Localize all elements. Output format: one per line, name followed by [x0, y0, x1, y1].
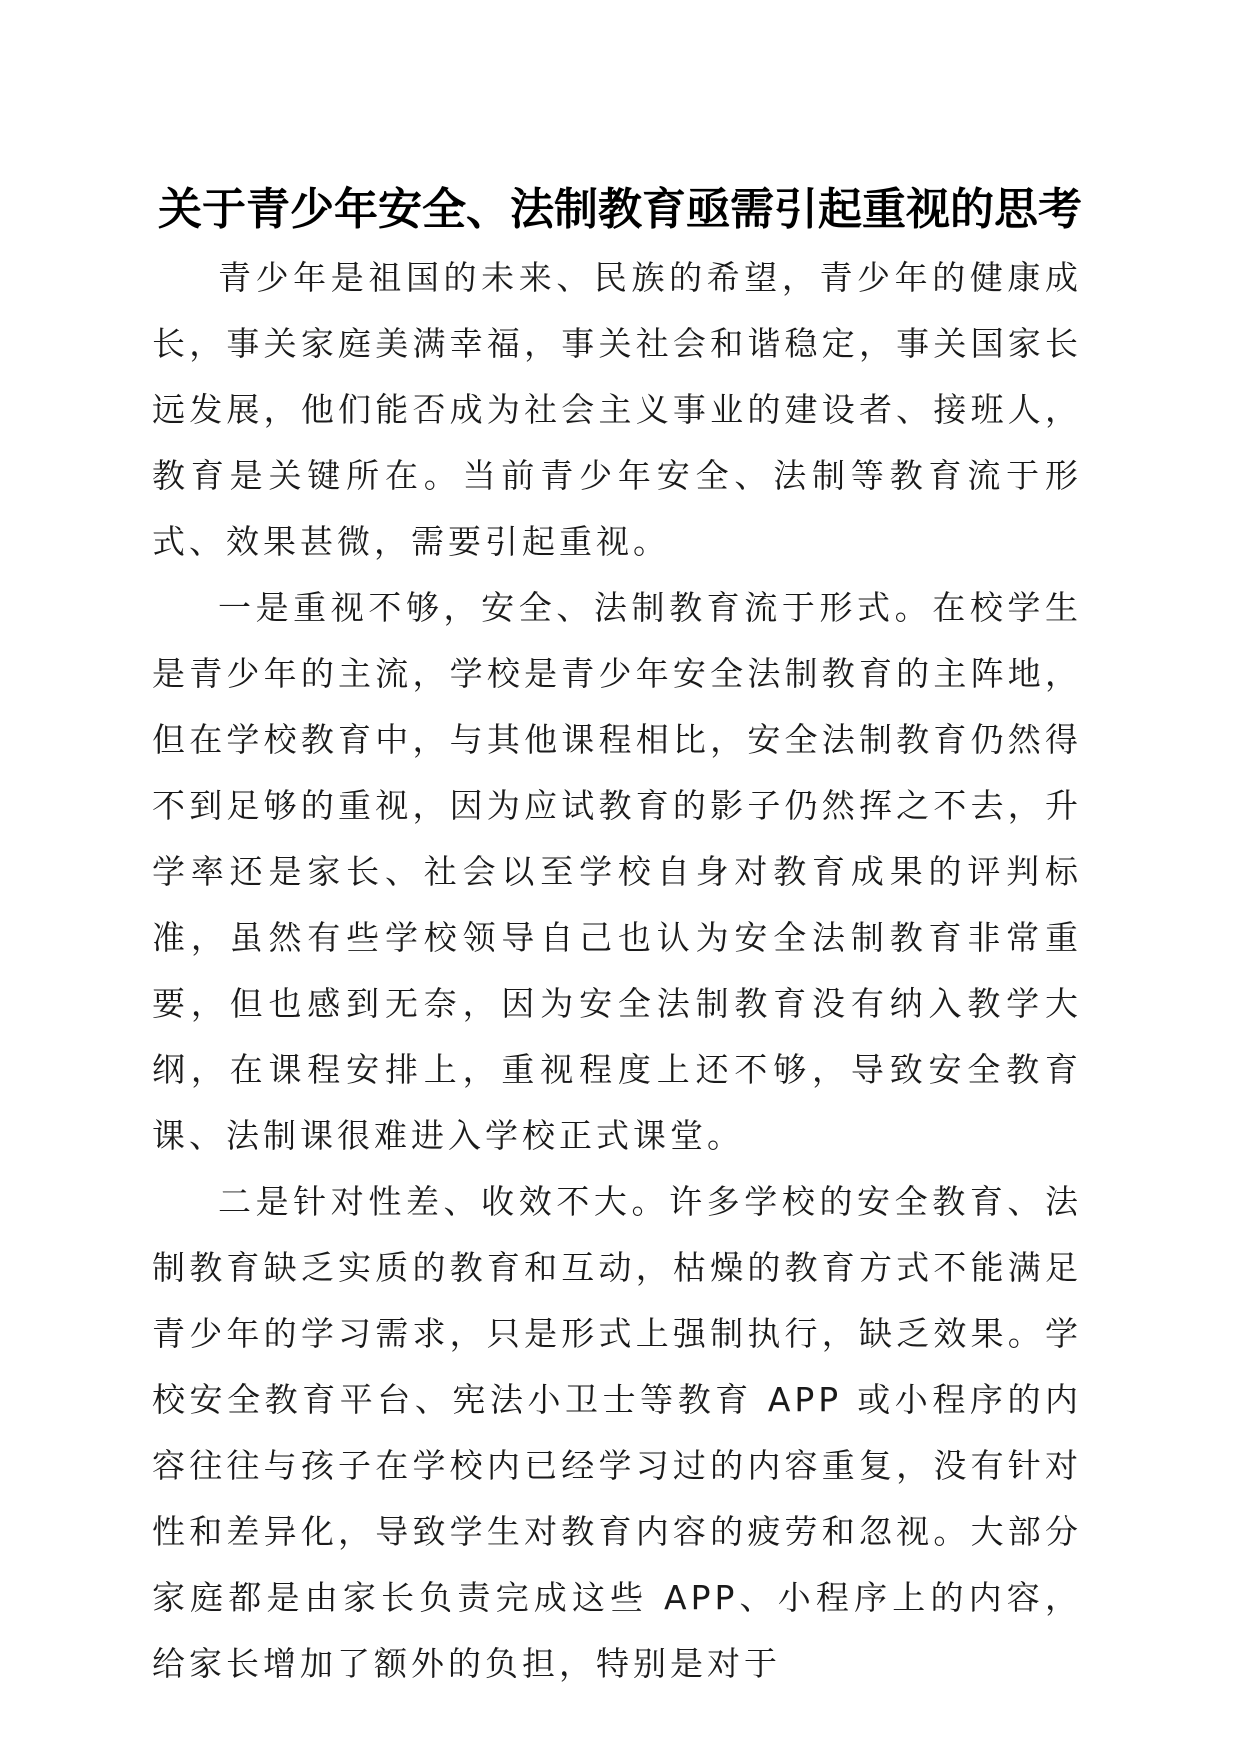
paragraph-point-two: 二是针对性差、收效不大。许多学校的安全教育、法制教育缺乏实质的教育和互动，枯燥的教育方式不能满足青少年的学习需求，只是形式上强制执行，缺乏效果。学校安全教育平台、宪法小卫士等教育 APP 或小程序的内容往往与孩子在学校内已经学习过的内容重复，没有针对性和差异化，导致学生对教育内容的疲劳和忽视。大部分家庭都是由家长负责完成这些 APP、小程序上的内容，给家长增加了额外的负担，特别是对于 — [152, 1182, 1082, 1683]
paragraph-intro: 青少年是祖国的未来、民族的希望，青少年的健康成长，事关家庭美满幸福，事关社会和谐稳定，事关国家长远发展，他们能否成为社会主义事业的建设者、接班人，教育是关键所在。当前青少年安全、法制等教育流于形式、效果甚微，需要引起重视。 — [152, 258, 1082, 561]
document-title: 关于青少年安全、法制教育亟需引起重视的思考 — [158, 184, 1082, 235]
paragraph-point-one: 一是重视不够，安全、法制教育流于形式。在校学生是青少年的主流，学校是青少年安全法制教育的主阵地，但在学校教育中，与其他课程相比，安全法制教育仍然得不到足够的重视，因为应试教育的影子仍然挥之不去，升学率还是家长、社会以至学校自身对教育成果的评判标准，虽然有些学校领导自己也认为安全法制教育非常重要，但也感到无奈，因为安全法制教育没有纳入教学大纲，在课程安排上，重视程度上还不够，导致安全教育课、法制课很难进入学校正式课堂。 — [152, 588, 1082, 1155]
document-body — [152, 245, 1082, 1697]
